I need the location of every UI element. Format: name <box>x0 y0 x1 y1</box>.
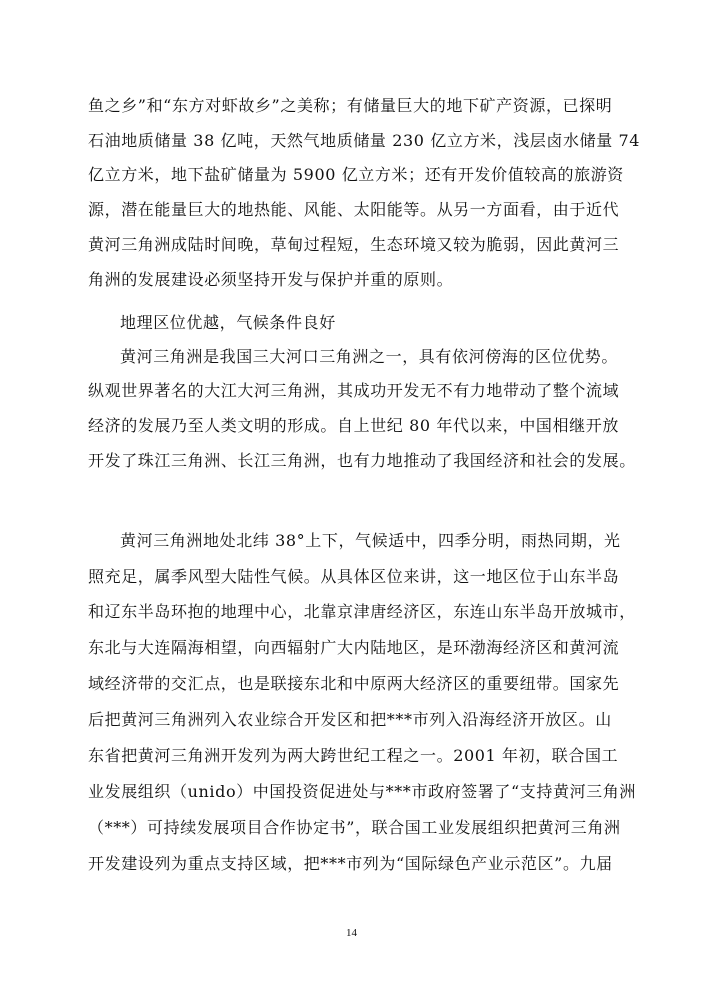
text-line-6: 角洲的发展建设必须坚持开发与保护并重的原则。 <box>88 270 454 289</box>
text-line-17: 后把黄河三角洲列入农业综合开发区和把***市列入沿海经济开放区。山 <box>88 710 612 729</box>
text-line-8: 黄河三角洲是我国三大河口三角洲之一，具有依河傍海的区位优势。 <box>120 347 619 366</box>
text-line-20: （***）可持续发展项目合作协定书”，联合国工业发展组织把黄河三角洲 <box>88 818 621 837</box>
text-line-12: 黄河三角洲地处北纬 38°上下，气候适中，四季分明，雨热同期，光 <box>120 531 621 550</box>
text-line-14: 和辽东半岛环抱的地理中心，北靠京津唐经济区，东连山东半岛开放城市， <box>88 602 636 621</box>
text-line-3: 亿立方米，地下盐矿储量为 5900 亿立方米；还有开发价值较高的旅游资 <box>88 165 624 184</box>
text-line-13: 照充足，属季风型大陆性气候。从具体区位来讲，这一地区位于山东半岛 <box>88 567 620 586</box>
text-line-16: 域经济带的交汇点，也是联接东北和中原两大经济区的重要纽带。国家先 <box>88 674 620 693</box>
text-line-5: 黄河三角洲成陆时间晚，草甸过程短，生态环境又较为脆弱，因此黄河三 <box>88 235 620 254</box>
text-line-21: 开发建设列为重点支持区域，把***市列为“国际绿色产业示范区”。九届 <box>88 854 613 873</box>
text-line-10: 经济的发展乃至人类文明的形成。自上世纪 80 年代以来，中国相继开放 <box>88 416 619 435</box>
text-line-15: 东北与大连隔海相望，向西辐射广大内陆地区，是环渤海经济区和黄河流 <box>88 638 620 657</box>
text-line-2: 石油地质储量 38 亿吨，天然气地质储量 230 亿立方米，浅层卤水储量 74 <box>88 131 641 150</box>
text-line-4: 源，潜在能量巨大的地热能、风能、太阳能等。从另一方面看，由于近代 <box>88 200 620 219</box>
text-line-1: 鱼之乡”和“东方对虾故乡”之美称；有储量巨大的地下矿产资源，已探明 <box>88 96 613 115</box>
section-heading: 地理区位优越，气候条件良好 <box>120 313 336 332</box>
page-number: 14 <box>346 927 357 939</box>
text-line-11: 开发了珠江三角洲、长江三角洲，也有力地推动了我国经济和社会的发展。 <box>88 451 636 470</box>
text-line-9: 纵观世界著名的大江大河三角洲，其成功开发无不有力地带动了整个流域 <box>88 381 620 400</box>
text-line-18: 东省把黄河三角洲开发列为两大跨世纪工程之一。2001 年初，联合国工 <box>88 746 619 765</box>
text-line-19: 业发展组织（unido）中国投资促进处与***市政府签署了“支持黄河三角洲 <box>88 782 636 801</box>
